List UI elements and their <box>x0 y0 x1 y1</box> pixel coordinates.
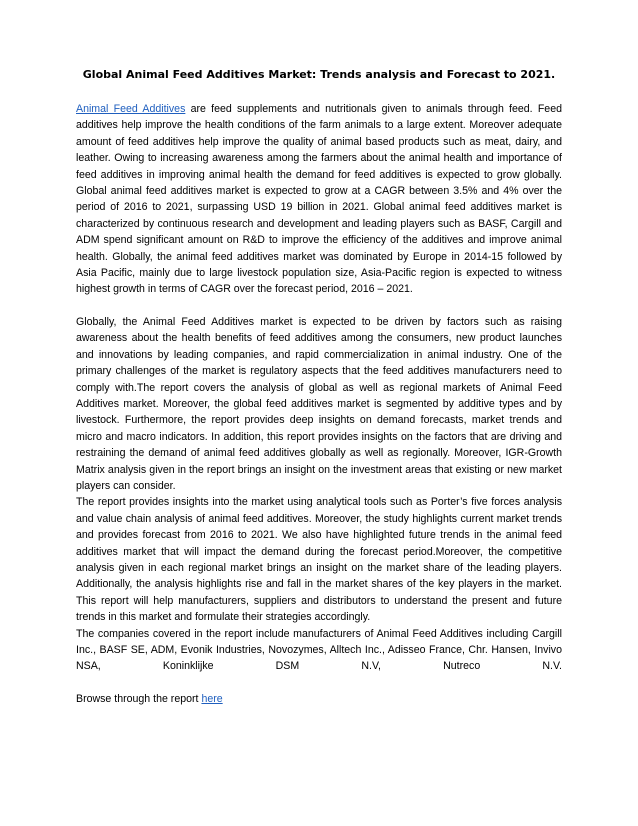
here-link[interactable]: here <box>201 692 223 705</box>
browse-text: Browse through the report <box>76 692 202 705</box>
document-page <box>76 0 562 707</box>
animal-feed-additives-link[interactable]: Animal Feed Additives <box>76 103 186 115</box>
browse-line <box>76 691 562 707</box>
intro-paragraph-text: are feed supplements and nutritionals given to animals through feed. Feed additives help improve the health conditions of the farm animals to a large extent. Moreover adequate amount of feed additives help improve the quality of animal based products such as meat, dairy, and leather. Owing to increasing awareness among the farmers about the animal health and importance of feed additives in improving animal health the demand for feed additives is expected to grow globally. Global animal feed additives market is expected to grow at a CAGR between 3.5% and 4% over the period of 2016 to 2021, surpassing USD 19 billion in 2021. Global animal feed additives market is characterized by continuous research and development and leading players such as BASF, Cargill and ADM spend significant amount on R&D to improve the efficiency of the additives and improve animal health. Globally, the animal feed additives market was dominated by Europe in 2014-15 followed by Asia Pacific, mainly due to large livestock population size, Asia-Pacific region is expected to witness highest growth in terms of CAGR over the forecast period, 2016 – 2021. <box>76 103 562 296</box>
market-drivers-paragraph: Globally, the Animal Feed Additives market is expected to be driven by factors such as raising awareness about the health benefits of feed additives among the consumers, new product launches and innovations by leading companies, and rapid commercialization in animal industry. One of the primary challenges of the market is regulatory aspects that the feed additives manufacturers need to comply with.The report covers the analysis of global as well as regional markets of Animal Feed Additives market. Moreover, the global feed additives market is segmented by additive types and by livestock. Furthermore, the report provides deep insights on demand forecasts, market trends and micro and macro indicators. In addition, this report provides insights on the factors that are driving and restraining the demand of animal feed additives globally as well as regionally. Moreover, IGR-Growth Matrix analysis given in the report brings an insight on the investment areas that existing or new market players can consider. <box>76 315 562 492</box>
companies-paragraph: The companies covered in the report include manufacturers of Animal Feed Additives including Cargill Inc., BASF SE, ADM, Evonik Industries, Novozymes, Alltech Inc., Adisseo France, Chr. Hansen, Invivo NSA, Koninklijke DSM N.V, Nutreco N.V. <box>76 627 562 673</box>
report-insights-paragraph: The report provides insights into the market using analytical tools such as Porter’s five forces analysis and value chain analysis of animal feed additives. Moreover, the study highlights current market trends and provides forecast from 2016 to 2021. We also have highlighted future trends in the animal feed additives market that will impact the demand during the forecast period.Moreover, the competitive analysis given in each regional market brings an insight on the market share of the leading players. Additionally, the analysis highlights rise and fall in the market shares of the key players in the market. This report will help manufacturers, suppliers and distributors to understand the present and future trends in this market and formulate their strategies accordingly. <box>76 496 562 624</box>
document-title: Global Animal Feed Additives Market: Trends analysis and Forecast to 2021. <box>82 68 556 81</box>
intro-paragraph <box>76 101 562 298</box>
